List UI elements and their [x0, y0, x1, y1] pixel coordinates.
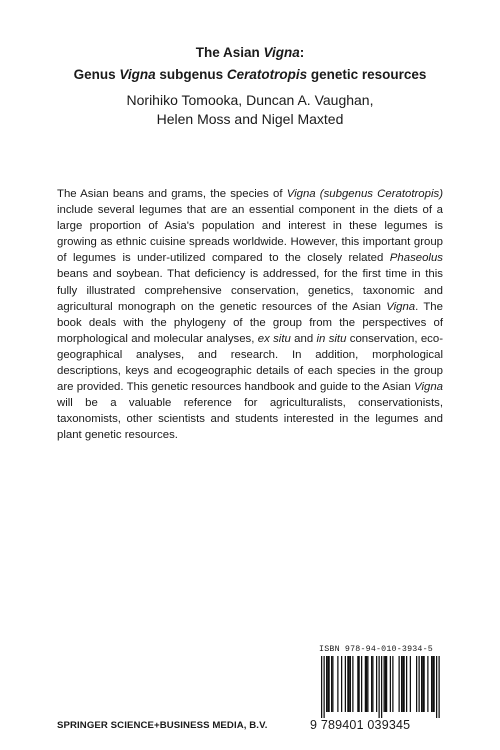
text-run: Vigna (subgenus Ceratotropis): [286, 188, 443, 200]
barcode-bar: [416, 656, 417, 712]
barcode-bar: [402, 656, 403, 712]
barcode-bar: [350, 656, 351, 712]
barcode-bar: [434, 656, 435, 712]
barcode-bar: [321, 656, 322, 718]
barcode-bar: [401, 656, 402, 712]
text-run: . The book deals with the phylogeny of the group from the perspectives of morphological and molecular analyses,: [57, 300, 443, 345]
text-run: Genus: [73, 67, 120, 82]
barcode-bar: [406, 656, 407, 712]
barcode-icon: [310, 656, 442, 718]
barcode-bar: [371, 656, 372, 712]
authors-line-2: Helen Moss and Nigel Maxted: [156, 111, 344, 127]
barcode-bar: [372, 656, 373, 712]
barcode-bar: [421, 656, 422, 712]
text-run: Phaseolus: [389, 252, 443, 265]
barcode-bar: [404, 656, 405, 712]
authors-line-1: Norihiko Tomooka, Duncan A. Vaughan,: [126, 92, 374, 108]
barcode-bar: [381, 656, 382, 718]
barcode-bar: [376, 656, 377, 712]
isbn-label: ISBN 978-94-010-3934-5: [319, 645, 433, 654]
text-run: Vigna: [263, 45, 300, 60]
barcode-bar: [352, 656, 353, 712]
barcode-bar: [419, 656, 420, 712]
barcode-bar: [436, 656, 437, 718]
text-run: will be a valuable reference for agriculturalists, conservationists, taxonomists, other scientists and students interested in the legumes and plant genetic resources.: [57, 397, 443, 442]
barcode-bar: [341, 656, 342, 712]
barcode-bar: [345, 656, 346, 712]
barcode-bar: [331, 656, 332, 712]
book-subtitle: [0, 66, 500, 84]
barcode-bar: [386, 656, 387, 712]
barcode-bar: [427, 656, 428, 712]
book-title: [0, 44, 500, 62]
barcode-bar: [390, 656, 391, 712]
text-run: in situ: [316, 332, 347, 345]
text-run: Vigna: [414, 381, 443, 394]
barcode-bar: [432, 656, 433, 712]
text-run: ex situ: [257, 332, 291, 345]
barcode-bar: [385, 656, 386, 712]
barcode-bar: [410, 656, 411, 712]
isbn-barcode: [310, 645, 442, 736]
text-run: :: [299, 45, 305, 60]
barcode-bar: [347, 656, 348, 712]
barcode-bar: [357, 656, 358, 712]
barcode-digits: 9 789401 039345: [310, 718, 411, 732]
book-description: [57, 186, 443, 444]
barcode-bar: [366, 656, 367, 712]
barcode-bar: [365, 656, 366, 712]
text-run: Vigna: [119, 67, 156, 82]
text-run: The Asian: [195, 45, 264, 60]
barcode-bar: [337, 656, 338, 712]
title-block: [0, 44, 500, 129]
barcode-bar: [431, 656, 432, 712]
barcode-bar: [392, 656, 393, 712]
text-run: beans and soybean. That deficiency is addressed, for the first time in this fully illustrated comprehensive conservation, genetics, taxonomic and agricultural monograph on the genetic resources of the Asian: [57, 268, 443, 313]
publisher-name: SPRINGER SCIENCE+BUSINESS MEDIA, B.V.: [57, 720, 268, 731]
barcode-bar: [349, 656, 350, 712]
text-run: Ceratotropis: [226, 67, 308, 82]
barcode-bar: [367, 656, 368, 712]
barcode-bar: [359, 656, 360, 712]
barcode-bar: [332, 656, 333, 712]
barcode-bar: [361, 656, 362, 712]
text-run: and: [290, 332, 317, 345]
text-run: genetic resources: [307, 67, 427, 82]
barcode-bar: [439, 656, 440, 718]
text-run: include several legumes that are an essential component in the diets of a large proportion of Asia's population and interest in these legumes is growing as ethnic cuisine spreads worldwide. However, this important group of legumes is under-utilized compared to the closely related: [57, 204, 443, 265]
text-run: conservation, eco-geographical analyses, and research. In addition, morphological descriptions, keys and ecogeographic details of each species in the group are provided. This genetic resources handbook and guide to the Asian: [57, 332, 443, 394]
barcode-bar: [326, 656, 327, 712]
authors: [0, 91, 500, 129]
text-run: Vigna: [386, 300, 416, 313]
barcode-bar: [399, 656, 400, 712]
barcode-bar: [327, 656, 328, 712]
barcode-bar: [324, 656, 325, 718]
barcode-bar: [379, 656, 380, 718]
barcode-bar: [422, 656, 423, 712]
barcode-bar: [424, 656, 425, 712]
barcode-bar: [329, 656, 330, 712]
barcode-bar: [384, 656, 385, 712]
text-run: subgenus: [155, 67, 227, 82]
text-run: The Asian beans and grams, the species of: [57, 188, 287, 200]
